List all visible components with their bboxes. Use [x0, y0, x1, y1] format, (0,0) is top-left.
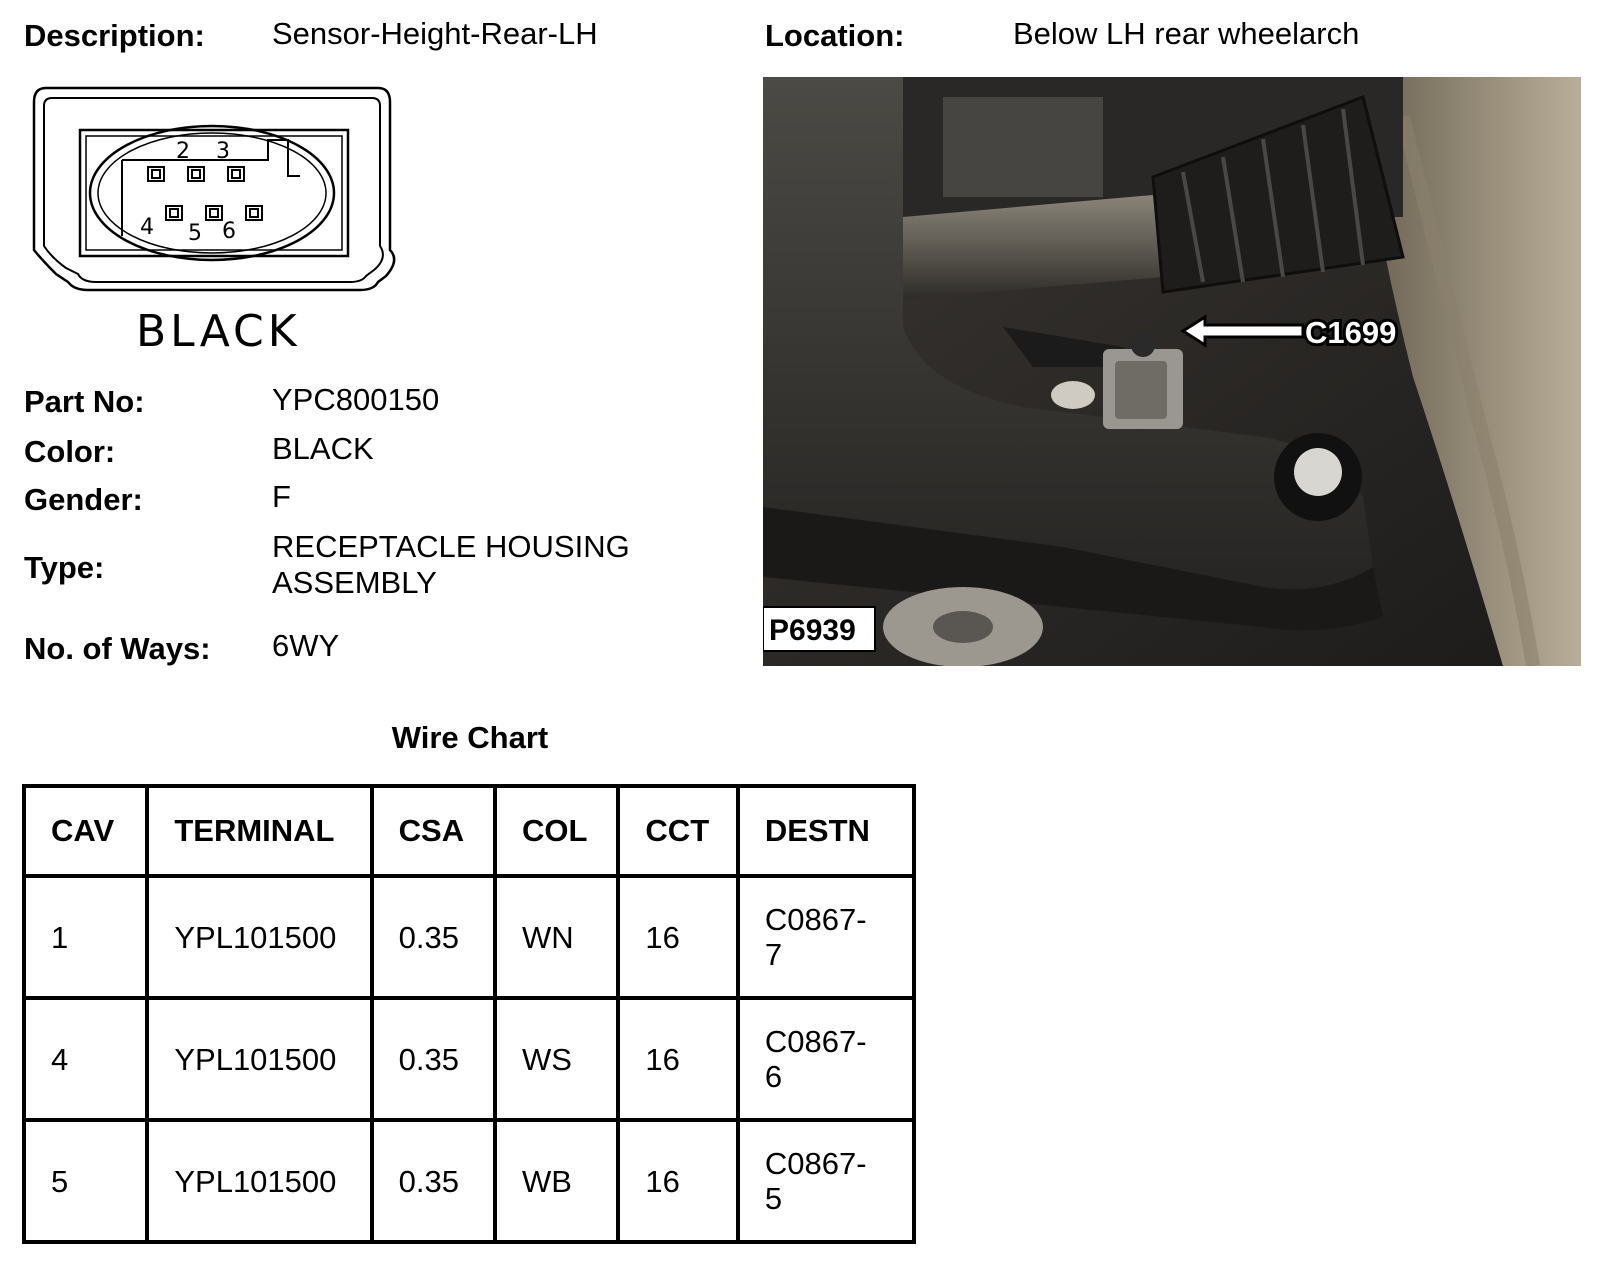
part-no-label: Part No:	[24, 384, 145, 419]
destn-line2: 5	[764, 1181, 783, 1216]
wire-chart-table	[22, 784, 916, 1244]
cell-cct: 16	[618, 876, 737, 998]
type-label: Type:	[24, 550, 105, 585]
location-label: Location:	[765, 18, 905, 53]
header-cav: CAV	[24, 786, 147, 876]
description-value: Sensor-Height-Rear-LH	[272, 16, 598, 51]
cell-destn	[738, 1120, 914, 1242]
cell-destn	[738, 876, 914, 998]
table-row	[24, 998, 914, 1120]
destn-line1: C0867-	[764, 902, 867, 937]
type-value	[272, 529, 630, 601]
cell-terminal: YPL101500	[147, 876, 371, 998]
cell-cct: 16	[618, 998, 737, 1120]
destn-line1: C0867-	[764, 1024, 867, 1059]
cell-terminal: YPL101500	[147, 1120, 371, 1242]
destn-line2: 6	[764, 1059, 783, 1094]
cell-col: WS	[495, 998, 618, 1120]
header-terminal: TERMINAL	[147, 786, 371, 876]
cell-terminal: YPL101500	[147, 998, 371, 1120]
wire-chart-title: Wire Chart	[391, 720, 549, 755]
cell-csa: 0.35	[372, 1120, 495, 1242]
location-photo	[763, 77, 1581, 666]
type-value-line2: ASSEMBLY	[272, 565, 437, 600]
part-no-value: YPC800150	[272, 382, 440, 417]
cell-csa: 0.35	[372, 998, 495, 1120]
ways-value: 6WY	[272, 628, 340, 663]
cell-col: WN	[495, 876, 618, 998]
description-label: Description:	[24, 18, 205, 53]
cell-destn	[738, 998, 914, 1120]
cell-cav: 4	[24, 998, 147, 1120]
header-cct: CCT	[618, 786, 737, 876]
header-col: COL	[495, 786, 618, 876]
connector-color-text: BLACK	[136, 306, 301, 357]
connector-oval	[90, 126, 334, 260]
table-row	[24, 876, 914, 998]
header-destn: DESTN	[738, 786, 914, 876]
color-label: Color:	[24, 434, 116, 469]
pin-number-3: 3	[216, 139, 230, 164]
type-value-line1: RECEPTACLE HOUSING	[272, 529, 630, 564]
gender-label: Gender:	[24, 482, 143, 517]
pin-number-4: 4	[140, 215, 154, 240]
location-value: Below LH rear wheelarch	[1013, 16, 1360, 51]
pin-number-5: 5	[188, 221, 202, 246]
cell-csa: 0.35	[372, 876, 495, 998]
connector-face-diagram	[28, 78, 404, 368]
pin-number-6: 6	[222, 219, 236, 244]
destn-line2: 7	[764, 937, 783, 972]
pin-cavities	[148, 167, 262, 220]
header-csa: CSA	[372, 786, 495, 876]
callout-connector-id: C1699	[1305, 315, 1397, 350]
cell-cav: 5	[24, 1120, 147, 1242]
color-value: BLACK	[272, 431, 374, 466]
table-row	[24, 1120, 914, 1242]
gender-value: F	[272, 479, 291, 514]
cell-cct: 16	[618, 1120, 737, 1242]
cell-col: WB	[495, 1120, 618, 1242]
destn-line1: C0867-	[764, 1146, 867, 1181]
cell-cav: 1	[24, 876, 147, 998]
ways-label: No. of Ways:	[24, 631, 211, 666]
pin-number-2: 2	[176, 139, 190, 164]
table-header-row	[24, 786, 914, 876]
photo-id: P6939	[769, 614, 856, 647]
